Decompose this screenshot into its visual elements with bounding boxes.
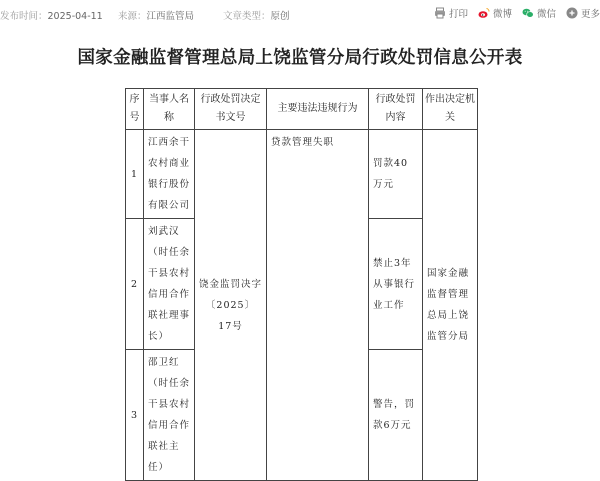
article-type: 文章类型：原创 bbox=[223, 11, 290, 22]
table-row bbox=[126, 130, 478, 219]
penalty-content: 禁止3年从事银行业工作 bbox=[369, 219, 423, 350]
row-seq: 1 bbox=[126, 130, 144, 219]
party-name: 邵卫红（时任余干县农村信用合作联社主任） bbox=[144, 350, 195, 481]
row-seq: 3 bbox=[126, 350, 144, 481]
more-icon bbox=[566, 7, 578, 19]
penalty-content: 罚款40万元 bbox=[369, 130, 423, 219]
party-name: 刘武汉（时任余干县农村信用合作联社理事长） bbox=[144, 219, 195, 350]
printer-icon bbox=[434, 7, 446, 19]
violation-description: 贷款管理失职 bbox=[267, 130, 369, 481]
article-source: 来源：江西监管局 bbox=[118, 11, 195, 22]
wechat-icon bbox=[522, 7, 534, 19]
share-toolbar bbox=[434, 6, 600, 20]
penalty-content: 警告，罚款6万元 bbox=[369, 350, 423, 481]
party-name: 江西余干农村商业银行股份有限公司 bbox=[144, 130, 195, 219]
wechat-share-button[interactable]: 微信 bbox=[522, 6, 556, 20]
row-seq: 2 bbox=[126, 219, 144, 350]
weibo-icon bbox=[478, 7, 490, 19]
decision-number: 饶金监罚决字〔2025〕17号 bbox=[195, 130, 267, 481]
page-title: 国家金融监督管理总局上饶监管分局行政处罚信息公开表 bbox=[77, 48, 523, 68]
header-violation: 主要违法违规行为 bbox=[267, 89, 369, 130]
header-authority: 作出决定机关 bbox=[423, 89, 478, 130]
weibo-share-button[interactable]: 微博 bbox=[478, 6, 512, 20]
more-share-button[interactable]: 更多 bbox=[566, 6, 600, 20]
header-party: 当事人名称 bbox=[144, 89, 195, 130]
article-meta-bar bbox=[0, 0, 600, 28]
header-decision-no: 行政处罚决定书文号 bbox=[195, 89, 267, 130]
deciding-authority: 国家金融监督管理总局上饶监管分局 bbox=[423, 130, 478, 481]
penalty-info-table bbox=[125, 88, 478, 481]
print-button[interactable]: 打印 bbox=[434, 6, 468, 20]
header-seq: 序号 bbox=[126, 89, 144, 130]
header-penalty: 行政处罚内容 bbox=[369, 89, 423, 130]
table-header-row bbox=[126, 89, 478, 130]
publish-date: 发布时间：2025-04-11 bbox=[0, 11, 103, 22]
